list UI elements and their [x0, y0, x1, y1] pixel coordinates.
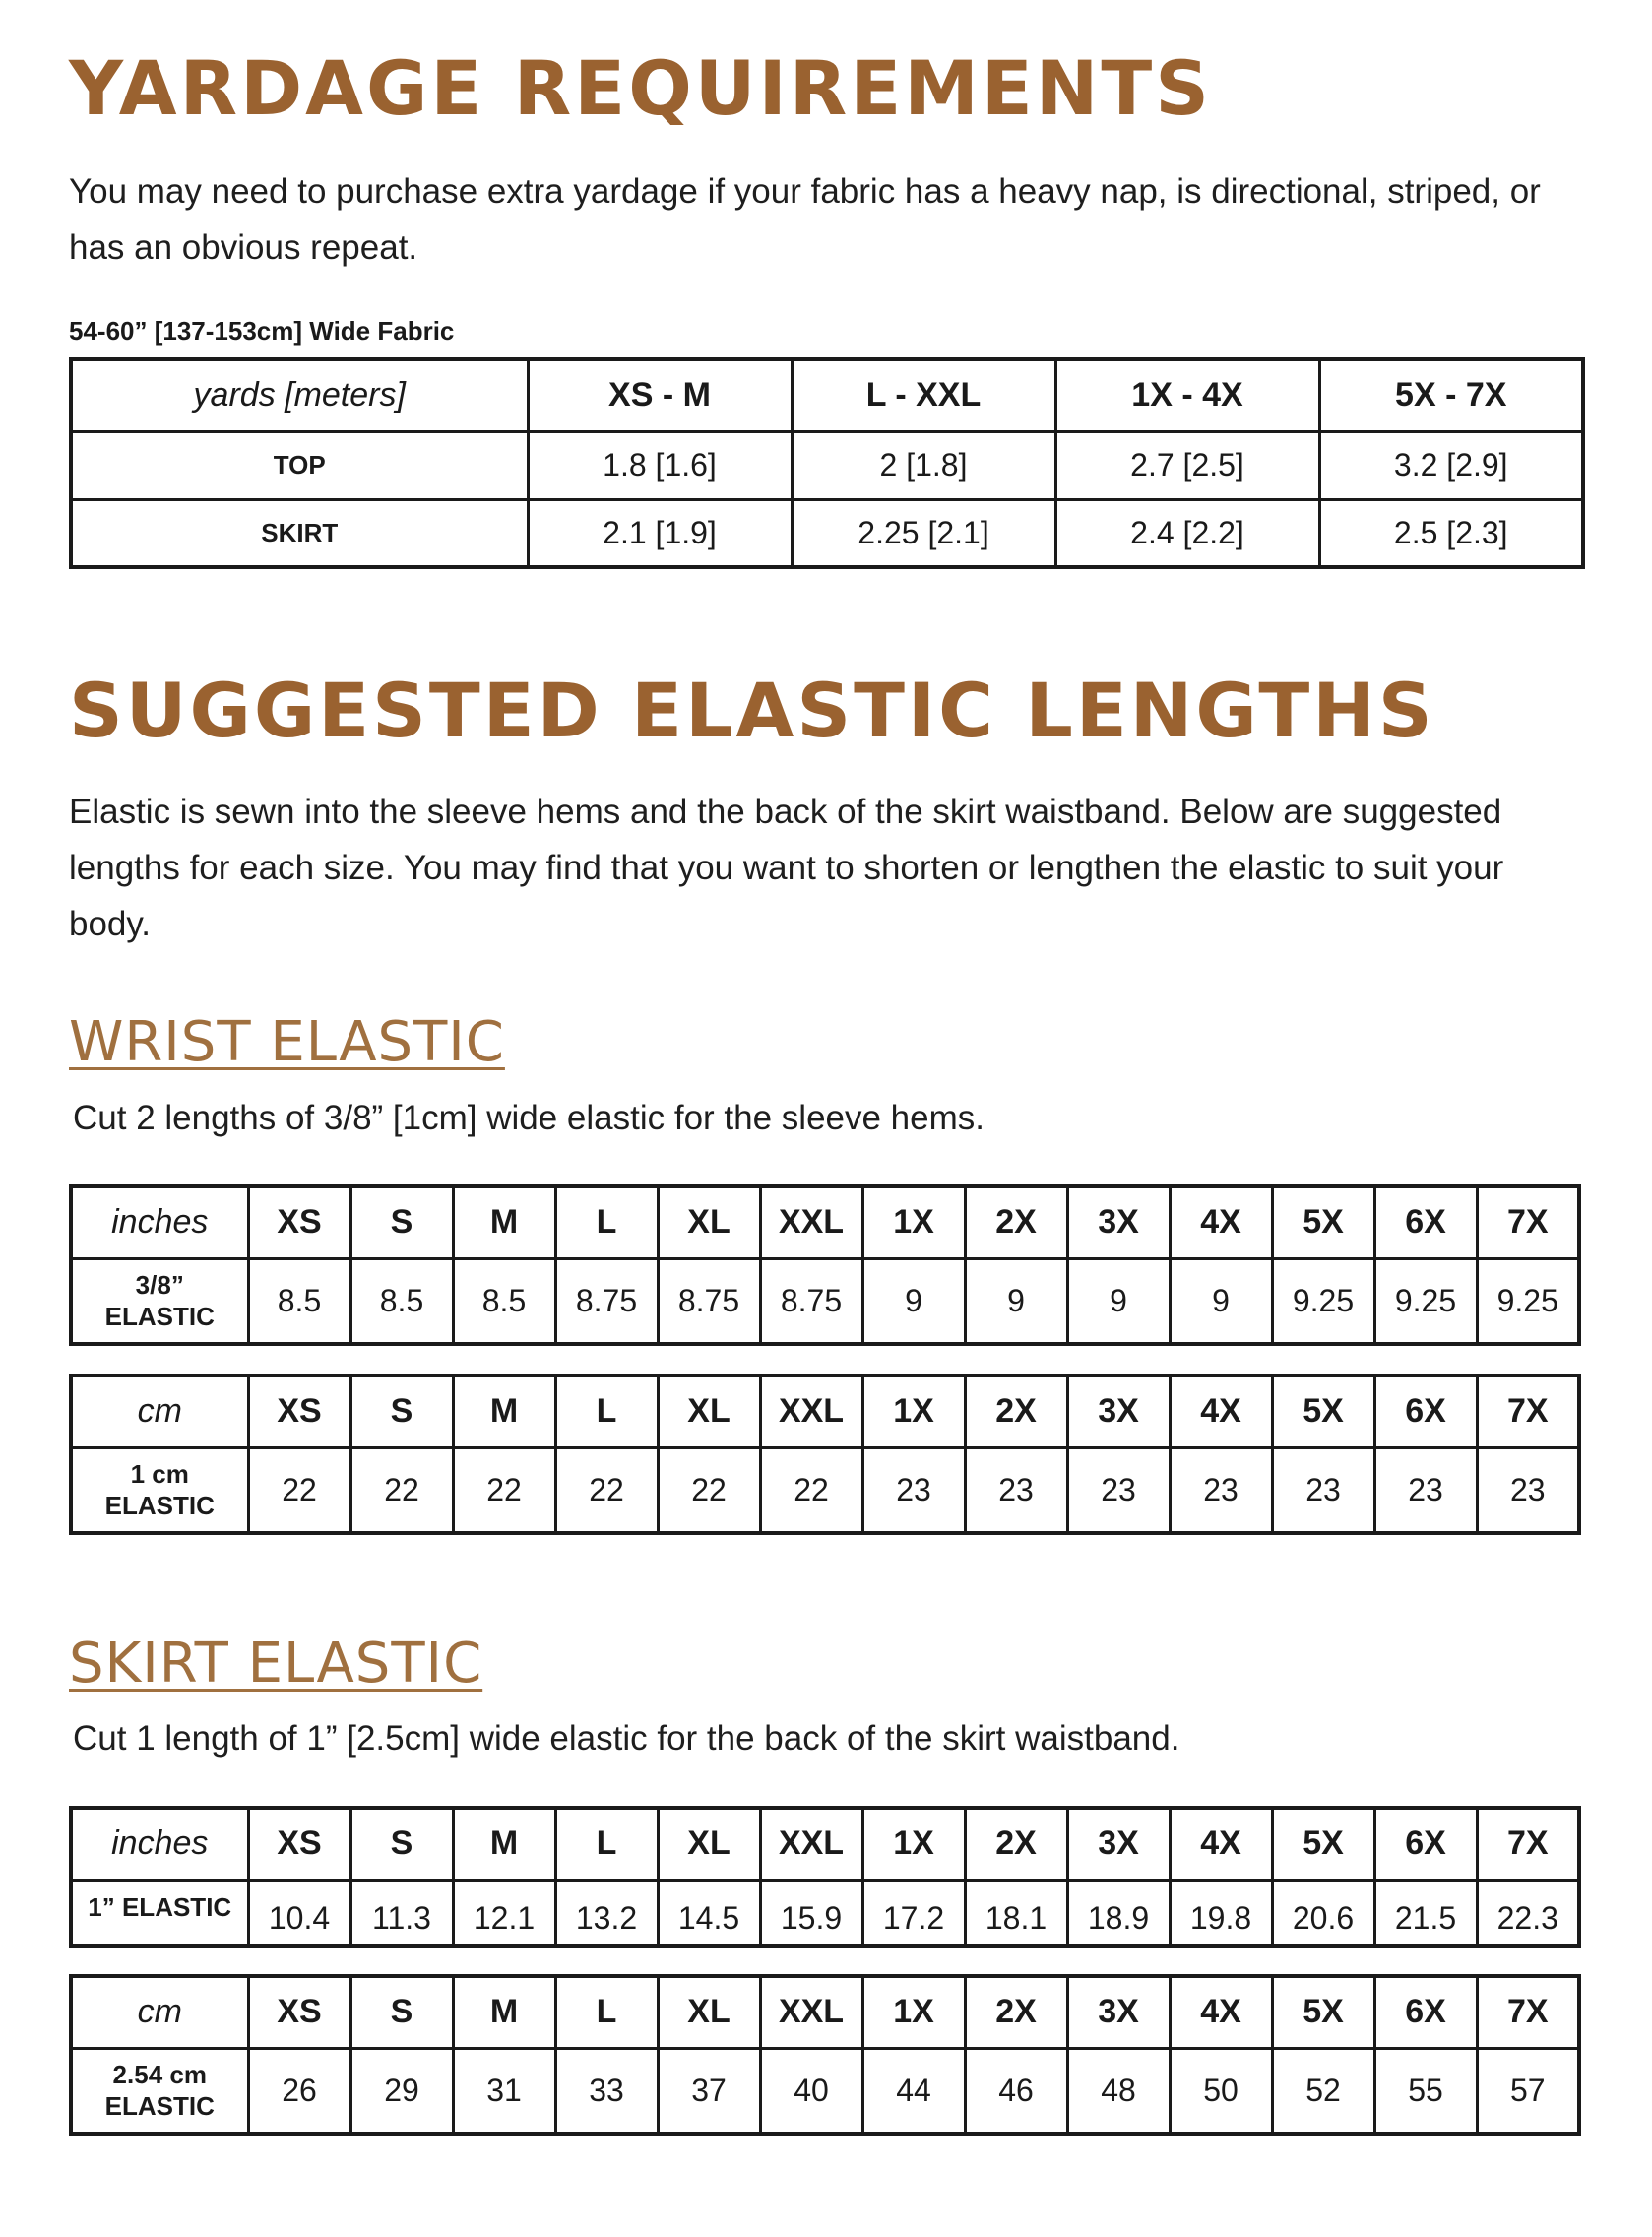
size-value: 19.8 — [1170, 1880, 1272, 1946]
unit-label: inches — [71, 1186, 248, 1258]
size-value: 23 — [965, 1447, 1067, 1533]
size-value: 44 — [862, 2048, 965, 2134]
yardage-cell: 2.5 [2.3] — [1319, 499, 1583, 567]
size-value: 23 — [1170, 1447, 1272, 1533]
row-label-line: ELASTIC — [104, 1491, 215, 1521]
skirt-cm-table — [69, 1974, 1581, 2136]
size-value: 9.25 — [1272, 1258, 1374, 1344]
size-header: 1X — [862, 1186, 965, 1258]
yardage-col-header: 5X - 7X — [1319, 359, 1583, 431]
size-value: 55 — [1374, 2048, 1477, 2134]
size-value: 9 — [1170, 1258, 1272, 1344]
elastic-intro: Elastic is sewn into the sleeve hems and the back of the skirt waistband. Below are suggested lengths for each size. You may find that you want to shorten or lengthen the elastic to suit your body. — [69, 793, 1504, 943]
size-value-row — [71, 1880, 1579, 1946]
yardage-cell: 2.25 [2.1] — [792, 499, 1055, 567]
skirt-inches-table — [69, 1806, 1581, 1948]
yardage-header-row — [71, 359, 1583, 431]
size-value: 23 — [1067, 1447, 1170, 1533]
size-header: 4X — [1170, 1186, 1272, 1258]
size-value: 22 — [350, 1447, 453, 1533]
size-header: S — [350, 1808, 453, 1880]
yardage-col-header: L - XXL — [792, 359, 1055, 431]
size-header: 6X — [1374, 1375, 1477, 1447]
size-header: 1X — [862, 1808, 965, 1880]
size-header: 3X — [1067, 1808, 1170, 1880]
size-value: 12.1 — [453, 1880, 555, 1946]
size-value: 22 — [658, 1447, 760, 1533]
size-header: S — [350, 1375, 453, 1447]
size-header: 2X — [965, 1976, 1067, 2048]
size-value: 9.25 — [1477, 1258, 1579, 1344]
size-value: 22 — [555, 1447, 658, 1533]
size-header: 5X — [1272, 1186, 1374, 1258]
size-header: XL — [658, 1808, 760, 1880]
size-header: 2X — [965, 1186, 1067, 1258]
yardage-row-top — [71, 431, 1583, 499]
size-header: 4X — [1170, 1375, 1272, 1447]
yardage-heading: YARDAGE REQUIREMENTS — [69, 44, 1212, 132]
row-label: TOP — [71, 431, 528, 499]
yardage-cell: 2.4 [2.2] — [1055, 499, 1319, 567]
size-header: 2X — [965, 1375, 1067, 1447]
size-header: M — [453, 1375, 555, 1447]
size-header: M — [453, 1186, 555, 1258]
wrist-inches-table — [69, 1184, 1581, 1346]
size-value-row — [71, 1447, 1579, 1533]
size-value: 50 — [1170, 2048, 1272, 2134]
size-value: 20.6 — [1272, 1880, 1374, 1946]
yardage-unit-label: yards [meters] — [71, 359, 528, 431]
unit-label: cm — [71, 1375, 248, 1447]
size-header: 3X — [1067, 1186, 1170, 1258]
size-header: 1X — [862, 1375, 965, 1447]
size-header-row — [71, 1186, 1579, 1258]
size-header: 5X — [1272, 1976, 1374, 2048]
size-value: 37 — [658, 2048, 760, 2134]
yardage-cell: 3.2 [2.9] — [1319, 431, 1583, 499]
row-label — [71, 1447, 248, 1533]
skirt-elastic-subtext: Cut 1 length of 1” [2.5cm] wide elastic for the back of the skirt waistband. — [73, 1719, 1180, 1758]
size-header: 1X — [862, 1976, 965, 2048]
size-header: 5X — [1272, 1808, 1374, 1880]
row-label: SKIRT — [71, 499, 528, 567]
row-label-line: 3/8” — [135, 1269, 184, 1300]
size-header: L — [555, 1186, 658, 1258]
size-value-row — [71, 2048, 1579, 2134]
size-header: 6X — [1374, 1808, 1477, 1880]
size-header: XXL — [760, 1808, 862, 1880]
size-value: 22 — [760, 1447, 862, 1533]
size-header: XS — [248, 1375, 350, 1447]
size-value: 14.5 — [658, 1880, 760, 1946]
size-header: XXL — [760, 1186, 862, 1258]
row-label — [71, 2048, 248, 2134]
size-value: 18.9 — [1067, 1880, 1170, 1946]
size-header: 4X — [1170, 1808, 1272, 1880]
size-value: 9 — [1067, 1258, 1170, 1344]
row-label-line: 1 cm — [130, 1458, 189, 1489]
size-value: 18.1 — [965, 1880, 1067, 1946]
size-value: 9.25 — [1374, 1258, 1477, 1344]
size-header: 4X — [1170, 1976, 1272, 2048]
size-value: 8.75 — [555, 1258, 658, 1344]
size-value: 23 — [1477, 1447, 1579, 1533]
size-value: 15.9 — [760, 1880, 862, 1946]
yardage-cell: 2.7 [2.5] — [1055, 431, 1319, 499]
size-header: 3X — [1067, 1375, 1170, 1447]
size-value-row — [71, 1258, 1579, 1344]
size-value: 23 — [862, 1447, 965, 1533]
size-value: 17.2 — [862, 1880, 965, 1946]
wrist-cm-table — [69, 1374, 1581, 1535]
size-value: 8.5 — [350, 1258, 453, 1344]
size-value: 29 — [350, 2048, 453, 2134]
size-value: 31 — [453, 2048, 555, 2134]
size-header: S — [350, 1186, 453, 1258]
size-header: XS — [248, 1976, 350, 2048]
size-header: XXL — [760, 1976, 862, 2048]
size-header: 7X — [1477, 1808, 1579, 1880]
size-value: 11.3 — [350, 1880, 453, 1946]
fabric-caption: 54-60” [137-153cm] Wide Fabric — [69, 316, 455, 346]
size-value: 33 — [555, 2048, 658, 2134]
size-value: 26 — [248, 2048, 350, 2134]
size-header: 7X — [1477, 1375, 1579, 1447]
size-value: 9 — [862, 1258, 965, 1344]
size-header: 7X — [1477, 1186, 1579, 1258]
size-value: 23 — [1272, 1447, 1374, 1533]
yardage-table — [69, 357, 1585, 569]
size-header: XXL — [760, 1375, 862, 1447]
row-label-line: 2.54 cm — [112, 2059, 207, 2089]
size-header: M — [453, 1976, 555, 2048]
size-header: M — [453, 1808, 555, 1880]
yardage-row-skirt — [71, 499, 1583, 567]
size-value: 8.5 — [453, 1258, 555, 1344]
row-label — [71, 1258, 248, 1344]
yardage-col-header: 1X - 4X — [1055, 359, 1319, 431]
size-header: L — [555, 1808, 658, 1880]
yardage-cell: 1.8 [1.6] — [528, 431, 792, 499]
unit-label: inches — [71, 1808, 248, 1880]
row-label: 1” ELASTIC — [71, 1880, 248, 1946]
size-value: 22 — [453, 1447, 555, 1533]
unit-label: cm — [71, 1976, 248, 2048]
size-header: XS — [248, 1808, 350, 1880]
size-header: XL — [658, 1375, 760, 1447]
row-label-line: ELASTIC — [104, 2091, 215, 2122]
size-header: 5X — [1272, 1375, 1374, 1447]
size-value: 8.75 — [760, 1258, 862, 1344]
size-value: 23 — [1374, 1447, 1477, 1533]
size-header: 7X — [1477, 1976, 1579, 2048]
elastic-heading: SUGGESTED ELASTIC LENGTHS — [69, 667, 1435, 754]
size-header-row — [71, 1808, 1579, 1880]
yardage-cell: 2 [1.8] — [792, 431, 1055, 499]
size-value: 22 — [248, 1447, 350, 1533]
size-value: 40 — [760, 2048, 862, 2134]
size-value: 22.3 — [1477, 1880, 1579, 1946]
size-header: 2X — [965, 1808, 1067, 1880]
size-value: 9 — [965, 1258, 1067, 1344]
size-value: 10.4 — [248, 1880, 350, 1946]
size-value: 8.5 — [248, 1258, 350, 1344]
size-value: 21.5 — [1374, 1880, 1477, 1946]
size-header: S — [350, 1976, 453, 2048]
yardage-cell: 2.1 [1.9] — [528, 499, 792, 567]
size-header: 6X — [1374, 1186, 1477, 1258]
size-value: 57 — [1477, 2048, 1579, 2134]
yardage-intro: You may need to purchase extra yardage if your fabric has a heavy nap, is directional, striped, or has an obvious repeat. — [69, 172, 1541, 267]
size-value: 8.75 — [658, 1258, 760, 1344]
size-value: 48 — [1067, 2048, 1170, 2134]
size-header: L — [555, 1375, 658, 1447]
row-label-line: ELASTIC — [104, 1302, 215, 1332]
size-value: 13.2 — [555, 1880, 658, 1946]
size-header-row — [71, 1976, 1579, 2048]
size-header: 3X — [1067, 1976, 1170, 2048]
size-header-row — [71, 1375, 1579, 1447]
wrist-elastic-subtext: Cut 2 lengths of 3/8” [1cm] wide elastic for the sleeve hems. — [73, 1099, 985, 1137]
size-value: 46 — [965, 2048, 1067, 2134]
yardage-col-header: XS - M — [528, 359, 792, 431]
size-header: XS — [248, 1186, 350, 1258]
size-header: XL — [658, 1976, 760, 2048]
wrist-elastic-heading: WRIST ELASTIC — [69, 1010, 505, 1074]
size-header: 6X — [1374, 1976, 1477, 2048]
size-header: L — [555, 1976, 658, 2048]
size-header: XL — [658, 1186, 760, 1258]
size-value: 52 — [1272, 2048, 1374, 2134]
skirt-elastic-heading: SKIRT ELASTIC — [69, 1631, 483, 1695]
